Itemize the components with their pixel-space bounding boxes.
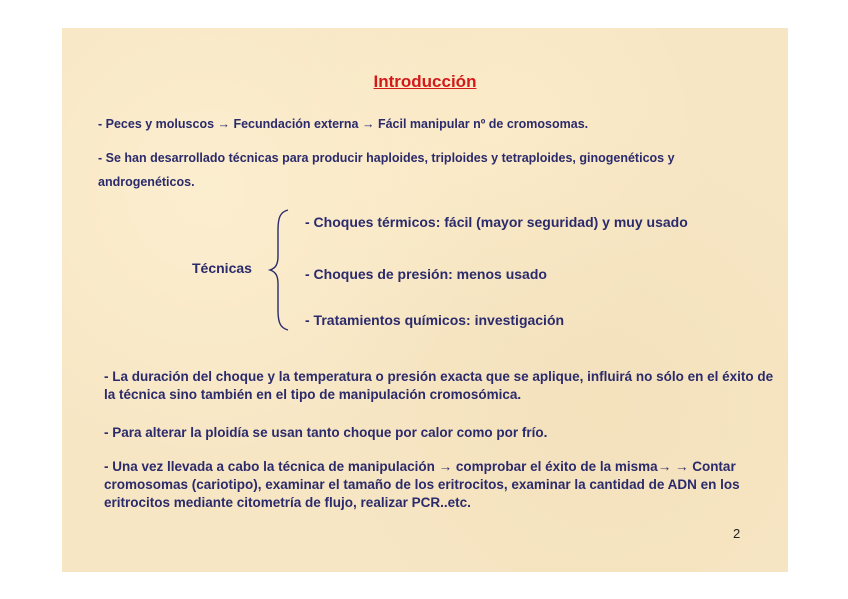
bullet-paragraph: - Para alterar la ploidía se usan tanto choque por calor como por frío.: [104, 425, 548, 440]
technique-item: - Choques de presión: menos usado: [305, 266, 547, 282]
bullet-paragraph: - La duración del choque y la temperatura o presión exacta que se aplique, influirá no sólo en el éxito de la técnica sino también en el tipo de manipulación cromosómica.: [104, 369, 774, 402]
slide: [62, 28, 788, 572]
technique-item: - Choques térmicos: fácil (mayor seguridad) y muy usado: [305, 214, 688, 230]
techniques-label: Técnicas: [192, 260, 252, 276]
intro-paragraph-1: - Peces y moluscos → Fecundación externa → Fácil manipular nº de cromosomas.: [98, 117, 589, 131]
technique-item: - Tratamientos químicos: investigación: [305, 312, 565, 328]
page-number: 2: [733, 526, 741, 541]
bullet-paragraph: - Una vez llevada a cabo la técnica de manipulación → comprobar el éxito de la misma→ → Contar cromosomas (cariotipo), examinar el tamaño de los eritrocitos, examinar la cantidad de ADN en los eritrocitos mediante citometría de flujo, realizar PCR..etc.: [104, 459, 740, 510]
intro-paragraph-2: - Se han desarrollado técnicas para producir haploides, triploides y tetraploides, ginogenéticos y androgenéticos.: [98, 151, 675, 189]
curly-brace-icon: [268, 208, 294, 332]
slide-title: Introducción: [373, 72, 477, 91]
